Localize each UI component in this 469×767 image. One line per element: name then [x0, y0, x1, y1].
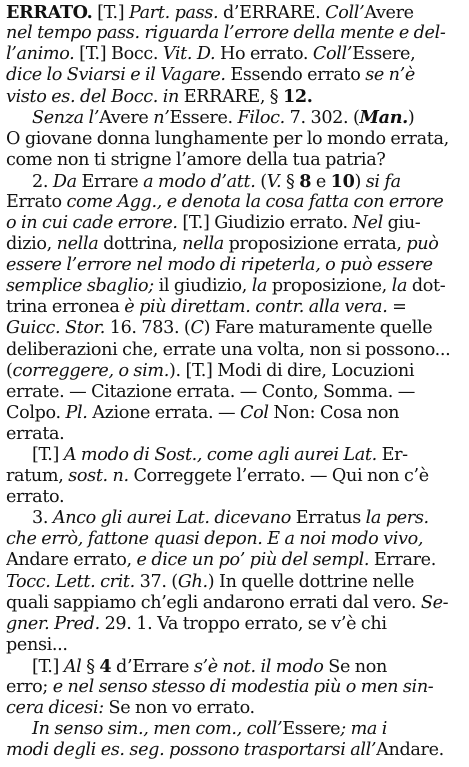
text-segment: )	[407, 108, 415, 129]
text-segment: ) In quelle dottrine nelle	[207, 571, 415, 592]
text-segment: Avere	[99, 108, 149, 129]
text-line	[6, 550, 459, 571]
text-line	[6, 297, 459, 318]
text-segment: trina erronea	[6, 297, 125, 318]
text-segment: ERRARE, §	[179, 87, 283, 108]
text-segment: errate. — Citazione errata. — Conto, Somma. —	[6, 381, 415, 402]
text-segment: Se non	[323, 656, 387, 677]
text-segment: come non ti strigne l’amore della tua patria?	[6, 149, 386, 170]
text-segment: se n’è	[365, 65, 415, 86]
text-segment: Man.	[359, 107, 408, 129]
text-segment: Essere.	[169, 108, 238, 129]
text-segment: ). [T.] Modi di dire, Locuzioni	[168, 360, 415, 381]
text-segment: Tocc. Lett. crit.	[6, 571, 135, 592]
text-segment: V.	[266, 171, 282, 192]
text-segment: d’ERRARE.	[218, 3, 326, 23]
text-segment: Erratus	[291, 508, 366, 529]
text-segment: Col	[239, 402, 269, 423]
text-segment: Ho errato.	[215, 44, 313, 65]
text-line	[6, 23, 459, 44]
text-line	[6, 171, 459, 192]
text-segment: ratum,	[6, 466, 69, 487]
text-segment: [T.] Giudizio errato.	[177, 212, 353, 233]
text-segment: Coll’	[312, 44, 353, 65]
text-segment: o in cui cade errore.	[6, 212, 178, 233]
text-segment: 37. (	[134, 571, 178, 592]
text-segment: dizio,	[6, 234, 57, 255]
text-segment: Da	[52, 171, 77, 192]
text-segment: 12.	[283, 86, 313, 108]
text-line	[6, 529, 459, 550]
text-segment: [T.]	[92, 3, 129, 23]
text-line	[6, 698, 459, 719]
text-segment: Avere	[364, 3, 414, 23]
text-segment: modi degli es. seg. possono trasportarsi all’	[6, 740, 377, 761]
text-line	[6, 107, 459, 128]
text-segment: In senso sim., men com., coll’	[32, 719, 283, 740]
text-segment: Coll’	[325, 3, 365, 23]
text-segment: cera dicesi:	[6, 698, 104, 719]
text-segment: è più direttam. contr. alla vera.	[124, 297, 388, 318]
text-line	[6, 213, 459, 234]
text-segment: Pl.	[65, 402, 88, 423]
text-segment: può	[406, 234, 439, 255]
text-segment: Essere	[282, 719, 341, 740]
text-segment: Azione errata. —	[87, 402, 240, 423]
text-segment: 2.	[32, 171, 53, 192]
text-segment: ; ma i	[340, 719, 388, 740]
text-segment: Guicc. Stor.	[6, 318, 105, 339]
text-segment: gner. Pred.	[6, 613, 100, 634]
text-segment: erro;	[6, 677, 53, 697]
text-line	[6, 466, 459, 487]
text-line	[6, 403, 459, 424]
text-segment: (	[255, 171, 267, 192]
text-segment: si fa	[365, 171, 401, 192]
text-line	[6, 487, 459, 508]
text-line	[6, 719, 459, 740]
text-line	[6, 382, 459, 403]
text-segment: errato.	[6, 487, 65, 508]
text-segment: [T.] Bocc.	[74, 44, 163, 65]
text-segment: visto es. del Bocc. in	[6, 87, 180, 108]
text-line	[6, 614, 459, 635]
text-segment: Essendo errato	[225, 65, 366, 86]
text-segment: Se non vo errato.	[103, 698, 255, 719]
text-line	[6, 424, 459, 445]
text-segment: Andare.	[376, 740, 444, 761]
text-segment: l’animo.	[6, 44, 75, 65]
text-segment: a modo d’att.	[143, 171, 256, 192]
text-segment: dottrina,	[98, 234, 183, 255]
text-segment: Non: Cosa non	[268, 402, 400, 423]
text-line	[6, 318, 459, 339]
text-segment: Se-	[420, 592, 449, 613]
text-line	[6, 572, 459, 593]
text-segment: il giudizio,	[153, 276, 252, 297]
text-segment: Anco gli aurei Lat. dicevano	[52, 508, 292, 529]
text-line	[6, 445, 459, 466]
text-segment: 3.	[32, 508, 53, 529]
text-segment: 7. 302. (	[284, 108, 360, 129]
text-segment: d’Errare	[111, 656, 194, 677]
text-segment: dot-	[407, 276, 446, 297]
text-segment: quali sappiamo ch’egli andarono errati dal vero.	[6, 592, 421, 613]
text-segment: correggere, o sim.	[12, 360, 169, 381]
text-segment: nel tempo pass. riguarda l’errore della mente e del-	[6, 23, 446, 44]
text-line	[6, 150, 459, 171]
text-segment: A modo di Sost., come agli aurei Lat.	[63, 444, 377, 465]
text-segment: nella	[182, 234, 224, 255]
text-line	[6, 255, 459, 276]
text-line	[6, 65, 459, 86]
text-segment: nella	[56, 234, 99, 255]
text-line	[6, 276, 459, 297]
text-segment: essere l’errore nel modo di ripeterla, o può essere	[6, 255, 433, 276]
text-segment: la	[251, 276, 268, 297]
text-segment: Essere,	[352, 44, 416, 65]
text-line	[6, 508, 459, 529]
text-segment: O giovane donna lunghamente per lo mondo errata,	[6, 128, 449, 149]
text-segment: Er-	[376, 444, 408, 465]
text-line	[6, 677, 459, 698]
text-segment: e nel senso stesso di modestia più o men sin-	[52, 677, 434, 697]
text-line	[6, 44, 459, 65]
text-segment: pensi...	[6, 634, 68, 655]
text-segment: 29. 1. Va troppo errato, se v’è chi	[99, 613, 387, 634]
text-segment: e dice un po’ più del sempl.	[136, 550, 370, 571]
text-segment: )	[354, 171, 366, 192]
text-segment: Senza l’	[32, 108, 100, 129]
text-segment: 4	[99, 655, 112, 677]
text-segment: Nel	[352, 212, 383, 233]
text-segment: Errare	[76, 171, 144, 192]
text-segment: proposizione errata,	[223, 234, 407, 255]
text-line	[6, 129, 459, 150]
text-line	[6, 234, 459, 255]
text-segment: Colpo.	[6, 402, 66, 423]
text-segment: [T.]	[32, 656, 64, 677]
text-segment: giu-	[382, 212, 421, 233]
text-segment: come Agg., e denota la cosa fatta con errore	[66, 191, 444, 212]
text-segment: §	[281, 171, 300, 192]
text-segment: semplice sbaglio;	[6, 276, 154, 297]
text-segment: ) Fare maturamente quelle	[203, 318, 433, 339]
text-segment: s’è not. il modo	[193, 656, 324, 677]
text-segment: proposizione,	[267, 276, 392, 297]
text-line	[6, 740, 459, 761]
text-segment: Correggete l’errato. — Qui non c’è	[128, 466, 429, 487]
text-segment: =	[387, 297, 407, 318]
text-segment: §	[81, 656, 100, 677]
text-segment: (	[6, 360, 13, 381]
text-line	[6, 593, 459, 614]
text-segment: Andare errato,	[6, 550, 137, 571]
text-segment: e	[311, 171, 331, 192]
text-segment: Errare.	[369, 550, 436, 571]
text-segment: deliberazioni che, errate una volta, non si possono...	[6, 339, 451, 360]
text-line	[6, 361, 459, 382]
text-segment: Vit. D.	[162, 44, 216, 65]
text-segment: Errato	[6, 191, 67, 212]
text-segment: n’	[148, 108, 170, 129]
text-segment: sost. n.	[68, 466, 129, 487]
text-segment: Part. pass.	[128, 3, 219, 23]
text-line	[6, 635, 459, 656]
text-line	[6, 86, 459, 107]
text-segment: Al	[63, 656, 82, 677]
text-segment: 8	[299, 170, 312, 192]
text-segment: dice lo Sviarsi e il Vagare.	[6, 65, 226, 86]
text-segment: Filoc.	[237, 108, 285, 129]
text-segment: 10	[330, 170, 355, 192]
text-segment: errata.	[6, 423, 65, 444]
text-line	[6, 656, 459, 677]
text-segment: la	[391, 276, 408, 297]
text-segment: che errò, fattone quasi depon. E a noi modo vivo,	[6, 529, 424, 550]
text-segment: 16. 783. (	[105, 318, 191, 339]
text-segment: Gh.	[177, 571, 208, 592]
text-line	[6, 2, 459, 23]
text-segment: C	[190, 318, 204, 339]
text-line	[6, 340, 459, 361]
text-line	[6, 192, 459, 213]
text-segment: la pers.	[365, 508, 429, 529]
text-segment: [T.]	[32, 444, 64, 465]
text-segment: ERRATO.	[6, 2, 93, 23]
